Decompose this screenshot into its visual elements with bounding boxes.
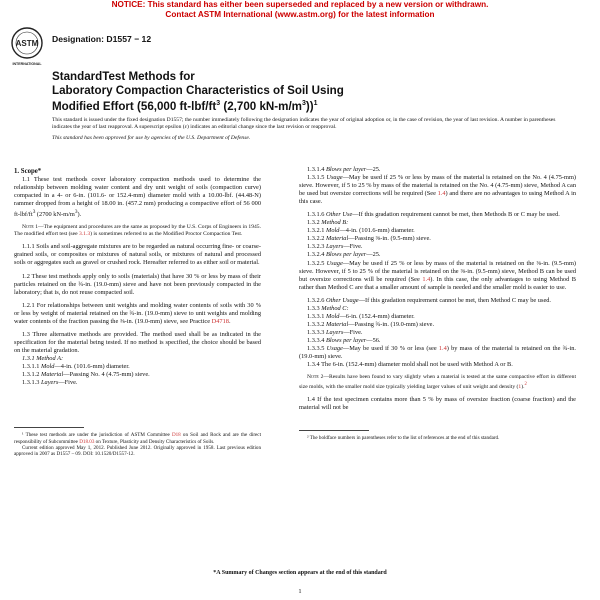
p1333-label: Layers bbox=[326, 328, 344, 336]
paragraph-1-3-3-4 bbox=[299, 337, 576, 345]
reference-1-link[interactable]: 1 bbox=[518, 383, 522, 390]
right-column bbox=[299, 166, 576, 441]
p1315-text-c: ) and there are no advantages to using Method A in this case. bbox=[299, 190, 576, 206]
p1324-label: Blows per layer bbox=[326, 251, 367, 259]
issuance-note bbox=[52, 117, 562, 142]
p1322-text: —Passing ⅜-in. (9.5-mm) sieve. bbox=[348, 235, 431, 243]
note-1-text: —The equipment and procedures are the same as proposed by the U.S. Corps of Engineers in 1945. The modified effort test (see bbox=[14, 224, 261, 238]
p1325-label: Usage bbox=[326, 259, 343, 267]
title-sup-1: 3 bbox=[216, 100, 221, 108]
p1324-text: —25. bbox=[366, 251, 381, 259]
notice-line-1: NOTICE: This standard has either been superseded and replaced by a new version or withdrawn. bbox=[111, 0, 489, 9]
approval-note: This standard has been approved for use by agencies of the U.S. Department of Defense. bbox=[52, 135, 251, 141]
p1314-num: 1.3.1.4 bbox=[307, 166, 327, 173]
paragraph-1-3-1-1 bbox=[14, 363, 261, 371]
p1314-text: —25. bbox=[366, 166, 381, 173]
fn1-text-c: on Texture, Plasticity and Density Characteristics of Soils. bbox=[94, 438, 215, 445]
paragraph-1-3-1-4 bbox=[299, 166, 576, 174]
p1321-num: 1.3.2.1 bbox=[307, 227, 327, 235]
notice-line-2: Contact ASTM International (www.astm.org) for the latest information bbox=[165, 10, 435, 19]
d18-03-link[interactable]: D18.03 bbox=[79, 438, 95, 445]
p1334-num: 1.3.3.4 bbox=[307, 336, 327, 344]
p133-num: 1.3.3 bbox=[307, 304, 322, 312]
paragraph-1-3-2-2 bbox=[299, 235, 576, 243]
p1316-label: Other Use bbox=[326, 211, 353, 219]
p1312-label: Material bbox=[41, 371, 64, 379]
title-line-3b: (2,700 kN-m/m bbox=[220, 100, 302, 114]
note-2-text: —Results have been found to vary slightly when a material is tested at the same compactive effort in different size molds, with the smaller mold size typically yielding larger values of unit weight and density ( bbox=[299, 374, 576, 390]
note-2-tag: Note 2 bbox=[307, 374, 324, 381]
footnote-divider-2 bbox=[299, 430, 369, 431]
p1332-text: —Passing ¾-in. (19.0-mm) sieve. bbox=[348, 320, 435, 328]
note-1 bbox=[14, 224, 261, 238]
document-title bbox=[52, 70, 512, 114]
p1335-num: 1.3.3.5 bbox=[307, 344, 327, 352]
p1326-num: 1.3.2.6 bbox=[307, 296, 327, 304]
title-line-3 bbox=[52, 97, 512, 113]
fn1-text: ¹ These test methods are under the jurisdiction of ASTM Committee bbox=[22, 432, 172, 439]
p1335-label: Usage bbox=[326, 344, 343, 352]
p1311-label: Mold bbox=[41, 363, 55, 370]
paragraph-1-4: 1.4 If the test specimen contains more than 5 % by mass of oversize fraction (coarse fraction) and the material will not be bbox=[299, 395, 576, 412]
footnote-2: ² The boldface numbers in parentheses refer to the list of references at the end of this standard. bbox=[307, 435, 500, 442]
p1312-text: —Passing No. 4 (4.75-mm) sieve. bbox=[63, 371, 150, 379]
note-1-link[interactable]: 3.1.3 bbox=[78, 231, 91, 238]
p1322-label: Material bbox=[326, 235, 349, 243]
paragraph-1-3-2-1 bbox=[299, 227, 576, 235]
title-line-3a: Modified Effort (56,000 ft-lbf/ft bbox=[52, 100, 217, 114]
p1334-text: —56. bbox=[366, 336, 381, 344]
p1-2-1-text: 1.2.1 For relationships between unit weights and molding water contents of soils with 30 % or less by weight of material retained on the ¾-in. (19.0-mm) sieve to unit weights and molding water contents of the fraction passing the ⅜-in. (19.0-mm) sieve, see Practice bbox=[14, 301, 261, 325]
paragraph-1-1-1: 1.1.1 Soils and soil-aggregate mixtures are to be regarded as natural occurring fine- or coarse-grained soils, or composites or mixtures of natural soils, or mixtures of natural and processed soils or aggregates such as gravel or crushed rock. Hereafter referred to as either soil or material. bbox=[14, 243, 261, 267]
p1323-num: 1.3.2.3 bbox=[307, 243, 327, 251]
note-2 bbox=[299, 374, 576, 391]
p1334-label: Blows per layer bbox=[326, 336, 367, 344]
left-column bbox=[14, 168, 261, 458]
p1325-text-c: ). In this case, the only advantages to using Method B rather than Method C are that a smaller amount of sample is needed and the smaller mold is easier to use. bbox=[299, 275, 576, 291]
p1332-label: Material bbox=[326, 320, 349, 328]
summary-of-changes-note: *A Summary of Changes section appears at the end of this standard bbox=[213, 570, 387, 576]
paragraph-1-3-3-2 bbox=[299, 321, 576, 329]
page-number: 1 bbox=[298, 588, 302, 595]
p1-sup-2: 3 bbox=[74, 209, 78, 216]
p1333-num: 1.3.3.3 bbox=[307, 328, 327, 336]
p1323-text: —Five. bbox=[343, 243, 363, 251]
p1325-text: —May be used if 25 % or less by mass of the material is retained on the ⅜-in. (9.5-mm) sieve. However, if 5 to 25 % of the material is retained on the ⅜-in. (9.5-mm) sieve, Method B can be used but oversize corrections will be required (See bbox=[299, 259, 576, 283]
section-1-4-link[interactable]: 1.4 bbox=[437, 190, 446, 198]
footnote-divider bbox=[14, 427, 84, 428]
paragraph-1-3-1-5 bbox=[299, 174, 576, 206]
paragraph-1-3-1-2 bbox=[14, 371, 261, 379]
paragraph-1-3-3-1 bbox=[299, 313, 576, 321]
paragraph-1-3-1: 1.3.1 Method A: bbox=[22, 354, 64, 362]
d18-link[interactable]: D18 bbox=[171, 432, 181, 439]
p1333-text: —Five. bbox=[343, 328, 363, 336]
p1335-text: —May be used if 30 % or less (see bbox=[342, 344, 439, 352]
p1-2-1-end: . bbox=[228, 317, 231, 325]
p1324-num: 1.3.2.4 bbox=[307, 251, 327, 259]
section-1-4-link-3[interactable]: 1.4 bbox=[438, 344, 447, 352]
p1-1-text-b: (2700 kN-m/m bbox=[35, 211, 75, 219]
p1316-num: 1.3.1.6 bbox=[307, 211, 327, 219]
paragraph-1-3-3-3 bbox=[299, 329, 576, 337]
p1313-text: —Five. bbox=[58, 379, 78, 387]
p1315-label: Usage bbox=[326, 174, 343, 182]
paragraph-1-1 bbox=[14, 176, 261, 219]
paragraph-1-3-2-6 bbox=[299, 297, 576, 305]
paragraph-1-2: 1.2 These test methods apply only to soils (materials) that have 30 % or less by mass of their particles retained on the ¾-in. (19.0-mm) sieve and have not been previously compacted in the laboratory; that is, do not reuse compacted soil. bbox=[14, 272, 261, 296]
astm-logo-icon bbox=[8, 26, 46, 68]
fn1-text-b: on Soil and Rock and are the direct responsibility of Subcommittee bbox=[14, 432, 261, 445]
p1311-num: 1.3.1.1 bbox=[22, 363, 42, 370]
p1-1-text-c: ). bbox=[77, 211, 82, 219]
paragraph-1-3-3 bbox=[299, 305, 576, 313]
p1311-text: —4-in. (101.6-mm) diameter. bbox=[54, 363, 130, 370]
title-line-3c: )) bbox=[305, 100, 314, 114]
p1326-text: —If this gradation requirement cannot be met, then Method C may be used. bbox=[358, 296, 552, 304]
paragraph-1-3-3-5 bbox=[299, 345, 576, 361]
issuance-text: This standard is issued under the fixed designation D1557; the number immediately following the designation indicates the year of original adoption or, in the case of revision, the year of last revision. A number in parentheses indicates the year of last reapproval. A superscript epsilon (ε) indicates an editorial change since the last revision or reapproval. bbox=[52, 117, 556, 130]
p1331-label: Mold bbox=[326, 312, 340, 320]
logo-text: ASTM bbox=[15, 39, 39, 48]
p1316-text: —If this gradation requirement cannot be met, then Methods B or C may be used. bbox=[352, 211, 560, 219]
note-1-tag: Note 1 bbox=[22, 224, 39, 231]
paragraph-1-3-2-3 bbox=[299, 243, 576, 251]
p1315-num: 1.3.1.5 bbox=[307, 174, 327, 182]
footnote-1-edition: Current edition approved May 1, 2012. Published June 2012. Originally approved in 1958. Last previous edition approved in 2007 as D1557 – 09. DOI: 10.1520/D1557-12. bbox=[14, 444, 261, 458]
paragraph-1-3-1-6 bbox=[299, 211, 576, 219]
designation: Designation: D1557 − 12 bbox=[52, 34, 152, 44]
d4718-link[interactable]: D4718 bbox=[211, 317, 229, 325]
paragraph-1-3-1-3 bbox=[14, 379, 261, 387]
section-1-4-link-2[interactable]: 1.4 bbox=[422, 275, 431, 283]
footnote-1 bbox=[14, 432, 261, 445]
p1325-num: 1.3.2.5 bbox=[307, 259, 327, 267]
p1313-num: 1.3.1.3 bbox=[22, 379, 42, 387]
p132-label: Method B: bbox=[321, 219, 349, 227]
p132-num: 1.3.2 bbox=[307, 219, 322, 227]
p1335-text-c: ) by mass of the material is retained on the ¾-in. (19.0-mm) sieve. bbox=[299, 344, 576, 361]
p1314-label: Blows per layer bbox=[326, 166, 367, 173]
paragraph-1-3-2-4 bbox=[299, 251, 576, 259]
p1-sup: 3 bbox=[32, 209, 36, 216]
title-line-2: Laboratory Compaction Characteristics of Soil Using bbox=[52, 83, 344, 97]
note-2-end: ). bbox=[521, 383, 525, 390]
title-line-1: StandardTest Methods for bbox=[52, 70, 195, 83]
p1331-text: —6-in. (152.4-mm) diameter. bbox=[339, 312, 415, 320]
title-sup-3: 1 bbox=[313, 100, 318, 108]
p1-1-text: 1.1 These test methods cover laboratory compaction methods used to determine the relationship between molding water content and dry unit weight of soils (compaction curve) compacted in a 4- or 6-in. (101.6- or 152.4-mm) diameter mold with a 10.00-lbf. (44.48-N) rammer dropped from a height of 18.00 in. (457.2 mm) producing a compactive effort of 56 000 ft-lbf/ft bbox=[14, 176, 261, 219]
paragraph-1-3-2 bbox=[299, 219, 576, 227]
paragraph-1-3-2-5 bbox=[299, 260, 576, 292]
paragraph-1-3-4: 1.3.4 The 6-in. (152.4-mm) diameter mold shall not be used with Method A or B. bbox=[307, 361, 513, 369]
p1321-text: —4-in. (101.6-mm) diameter. bbox=[339, 227, 415, 235]
p1326-label: Other Usage bbox=[326, 296, 359, 304]
title-sup-2: 3 bbox=[302, 100, 306, 108]
note-1-text-b: ) is sometimes referred to as the Modified Proctor Compaction Test. bbox=[90, 231, 243, 238]
paragraph-1-3: 1.3 Three alternative methods are provided. The method used shall be as indicated in the specification for the material being tested. If no method is specified, the choice should be based on the material gradation. bbox=[14, 330, 261, 354]
p1322-num: 1.3.2.2 bbox=[307, 235, 327, 243]
p133-label: Method C: bbox=[321, 304, 349, 312]
paragraph-1-2-1 bbox=[14, 302, 261, 326]
p1321-label: Mold bbox=[326, 227, 340, 235]
p1331-num: 1.3.3.1 bbox=[307, 312, 327, 320]
logo-subtext: INTERNATIONAL bbox=[12, 62, 42, 66]
p1332-num: 1.3.3.2 bbox=[307, 320, 327, 328]
scope-heading: 1. Scope* bbox=[14, 168, 42, 175]
p1315-text: —May be used if 25 % or less by mass of the material is retained on the No. 4 (4.75-mm) sieve. However, if 5 to 25 % by mass of the material is retained on the No. 4 (4.75-mm) sieve, Method A can be used but oversize corrections will be required (See bbox=[299, 174, 577, 198]
withdrawal-notice bbox=[0, 0, 600, 20]
p1323-label: Layers bbox=[326, 243, 344, 251]
footnote-2-marker[interactable]: 2 bbox=[524, 382, 527, 388]
p1312-num: 1.3.1.2 bbox=[22, 371, 42, 379]
p1313-label: Layers bbox=[41, 379, 59, 387]
